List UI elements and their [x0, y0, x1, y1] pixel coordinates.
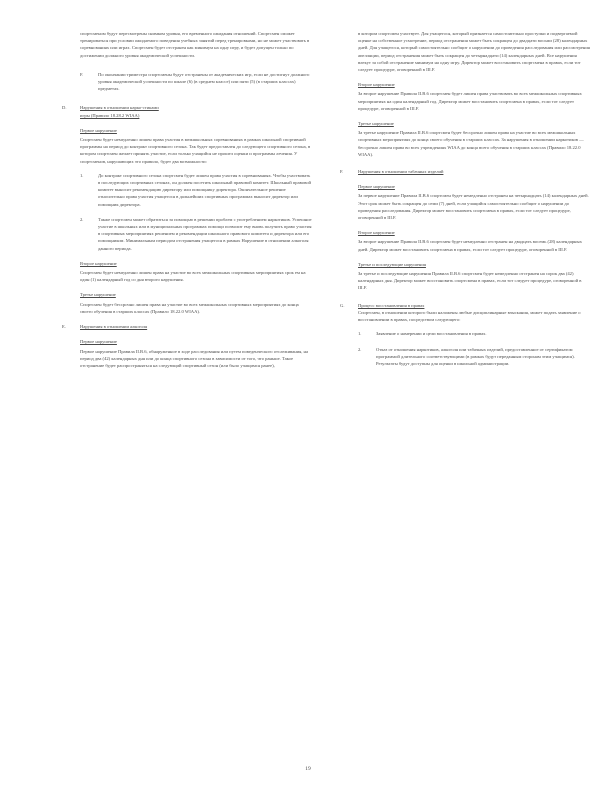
list-item-number: 1.: [358, 331, 362, 337]
list-item-number: F.: [80, 71, 84, 77]
paragraph: Спортсмен будет бессрочно лишен права на участие во всех межшкольных спортивных мероприятиях до конца своего обучения в старших классах (Правило 18.22.0 WIAA).: [80, 301, 299, 314]
paragraph: Первое нарушение Правила II.B.6, обнаруженное в ходе расследования или путем поведенческого отслеживания, на период два (42) календарных дня или до конца спортивного сезона в зависимости от того, что раньше. Такое отстранение будет распространяться на следующий спортивный сезон (или было учащимся ранее),: [80, 348, 309, 368]
subheading: Третье и последующие нарушения: [358, 261, 426, 267]
list-item-number: 2.: [358, 346, 362, 352]
subheading: Третье нарушение: [358, 121, 394, 127]
paragraph: За первое нарушение Правила II.B.6 спортсмен будет немедленно отстранен на четырнадцать (14) календарных дней. Этот срок может быть сокращен до семи (7) дней, если учащийся самостоятельно сообщит о нарушении до проведения расследования. Директор может восстановить спортсмена в правах, если тот следует процедуре, оговоренной в III.F.: [358, 193, 589, 221]
section-letter: D.: [62, 105, 67, 111]
section-letter: G.: [340, 302, 345, 308]
subheading: Первое нарушение: [80, 339, 117, 345]
list-item: [358, 330, 590, 337]
section-heading: Нарушения в отношении табачных изделий: [358, 169, 444, 175]
subheading: Второе нарушение: [358, 230, 395, 236]
subheading: Второе нарушение: [358, 82, 395, 88]
section-letter: E.: [62, 324, 66, 330]
paragraph: Спортсмен будет немедленно лишен права на участие во всех межшкольных спортивных мероприятиях срок ем на один (1) календарный год со дня второго нарушения.: [80, 270, 306, 283]
list-item-number: 2.: [80, 216, 84, 222]
continued-paragraph: спортсменом будут пересмотрены снимком уровня, его временного ожидания отношений. Спортсмен сможет тренироваться при условии ожидаемого поведения учебных занятий перед тренировками, но не может участвовать в соревнованиях или играх. Спортсмен будет отстранен как минимум на одну игру, и будет допущен только по достижении должного уровня академической успешности.: [80, 31, 310, 58]
list-item-number: 1.: [80, 172, 84, 178]
section-f: [340, 168, 590, 175]
list-item-text: По окончании триместра спортсмены будут отстранены от академических игр, если не достигнут должного уровня академической успешности по шкале (6) (в среднем классе) или пяти (5) (в старших классах) предметах.: [98, 71, 310, 92]
section-heading: Процесс восстановления в правах: [358, 302, 425, 308]
paragraph: За второе нарушение Правила II.B.6 спортсмен будет лишен права участвовать во всех межшкольных спортивных мероприятиях на один календарный год. Директор может восстановить спортсмена в правах, если тот следует процедуре, оговоренной в III.F.: [358, 91, 582, 111]
section-heading: Нарушения в отношении нарко-стиками: [80, 105, 159, 111]
list-item-f: [80, 71, 312, 93]
subheading: Первое нарушение: [80, 127, 117, 133]
paragraph: Спортсмен будет немедленно лишен права участия в межшкольных соревнованиях в рамках школьной спортивной программы на период до контракт спортивного сезона. Так будет предоставлен до следующего спортивного сезона, в котором спортсмен желает принять участие, если только учащийся не прошел оценки и программы лечения. У спортсменов, нарушающих это правило, будет два возможности:: [80, 137, 311, 164]
page-number: 19: [305, 766, 311, 772]
subheading: Второе нарушение: [80, 260, 117, 266]
list-item-text: До контракт спортивного сезона спортсмен будет лишен права участия в соревнованиях. Чтобы участвовать в последующих спортивных сезонах, он должен посетить школьный правовой комитет. Школьный правовой комитет выносит рекомендацию директору или помощнику директора. Окончательное решение относительно права участия учащегося в дальнейших спортивных программах выносит директор или помощник директора.: [98, 172, 311, 207]
list-item-text: Заявление о намерении и цели восстановления в правах.: [376, 331, 487, 337]
continued-paragraph: в котором спортсмен участвует. Для учащегося, который признается самостоятельно проступки и подвергаемой оценке на собственное усмотрение, период отстранения может быть сокращен до двадцати восьми (28) календарных дней. Для учащегося, который самостоятельно сообщит о нарушении до проведения расследования или рассмотрения апелляции, период отстранения может быть сокращен до четырнадцати (14) календарных дней. Все нарушения влекут за собой отстранение минимум на одну игру. Директор может восстановить спортсмена в правах, если тот следует процедуре, оговоренной в III.F.: [358, 31, 590, 73]
paragraph: За второе нарушение Правила II.B.6 спортсмен будет немедленно отстранен на двадцать восемь (28) календарных дней. Директор может восстановить спортсмена в правах, если тот следует процедуре, оговоренной в III.F.: [358, 239, 582, 252]
paragraph: За третье и последующие нарушения Правила II.B.6 спортсмен будет немедленно отстранен на сорок два (42) календарных дня. Директор может восстановить спортсмена в правах, если тот следует процедуре, оговоренной в III.F.: [358, 271, 582, 291]
list-item: [80, 172, 312, 208]
paragraph: Спортсмен, в отношении которого были наложены любые дисциплинарные взыскания, может подать заявление о восстановлении в правах, посредством следующего:: [358, 309, 581, 323]
list-item-text: Также спортсмен может обратиться за помощью в решении проблем с употреблением наркотиков. Успешное участие в школьных или в муниципальных программах помощи позволит ему вновь получить право участия в спортивных мероприятиях решением и рекомендации школьного правового комитета и директора или его помощником. Минимальным периодом отстранения учащегося в рамках Нарушение в отношении алкоголя данного периода.: [98, 216, 312, 251]
list-item: [358, 346, 590, 368]
right-column: [340, 30, 590, 375]
list-item: [80, 216, 312, 252]
subheading: Третье нарушение: [80, 292, 116, 298]
subheading: Первое нарушение: [358, 184, 395, 190]
section-heading-ref: игры (Правило 18.28.2 WIAA): [80, 112, 140, 118]
section-heading: Нарушения в отношении алкоголя: [80, 324, 148, 330]
section-d: [62, 104, 312, 118]
left-column: [62, 30, 312, 376]
section-g: [340, 302, 590, 324]
section-e: [62, 323, 312, 330]
list-item-text: Отказ от отношения наркотиков, алкоголя или табачных изделий, предоставленное от сертификатом программой длительного соответствующими (в рамках будут переданным сторонам этим учащимся). Результаты будут доступны для оценки в школьной администрации.: [376, 346, 575, 366]
paragraph: За третье нарушение Правила II.B.6 спортсмен будет бессрочно лишен права на участие во всех межшкольных спортивных мероприятиях до конца своего обучения в старших классах. За нарушения в отношении наркотиков — бессрочно лишен права во всех учреждениях WIAA до конца всего обучения в старших классах (Правило 18.22.0 WIAA).: [358, 130, 584, 157]
section-letter: F.: [340, 169, 344, 175]
